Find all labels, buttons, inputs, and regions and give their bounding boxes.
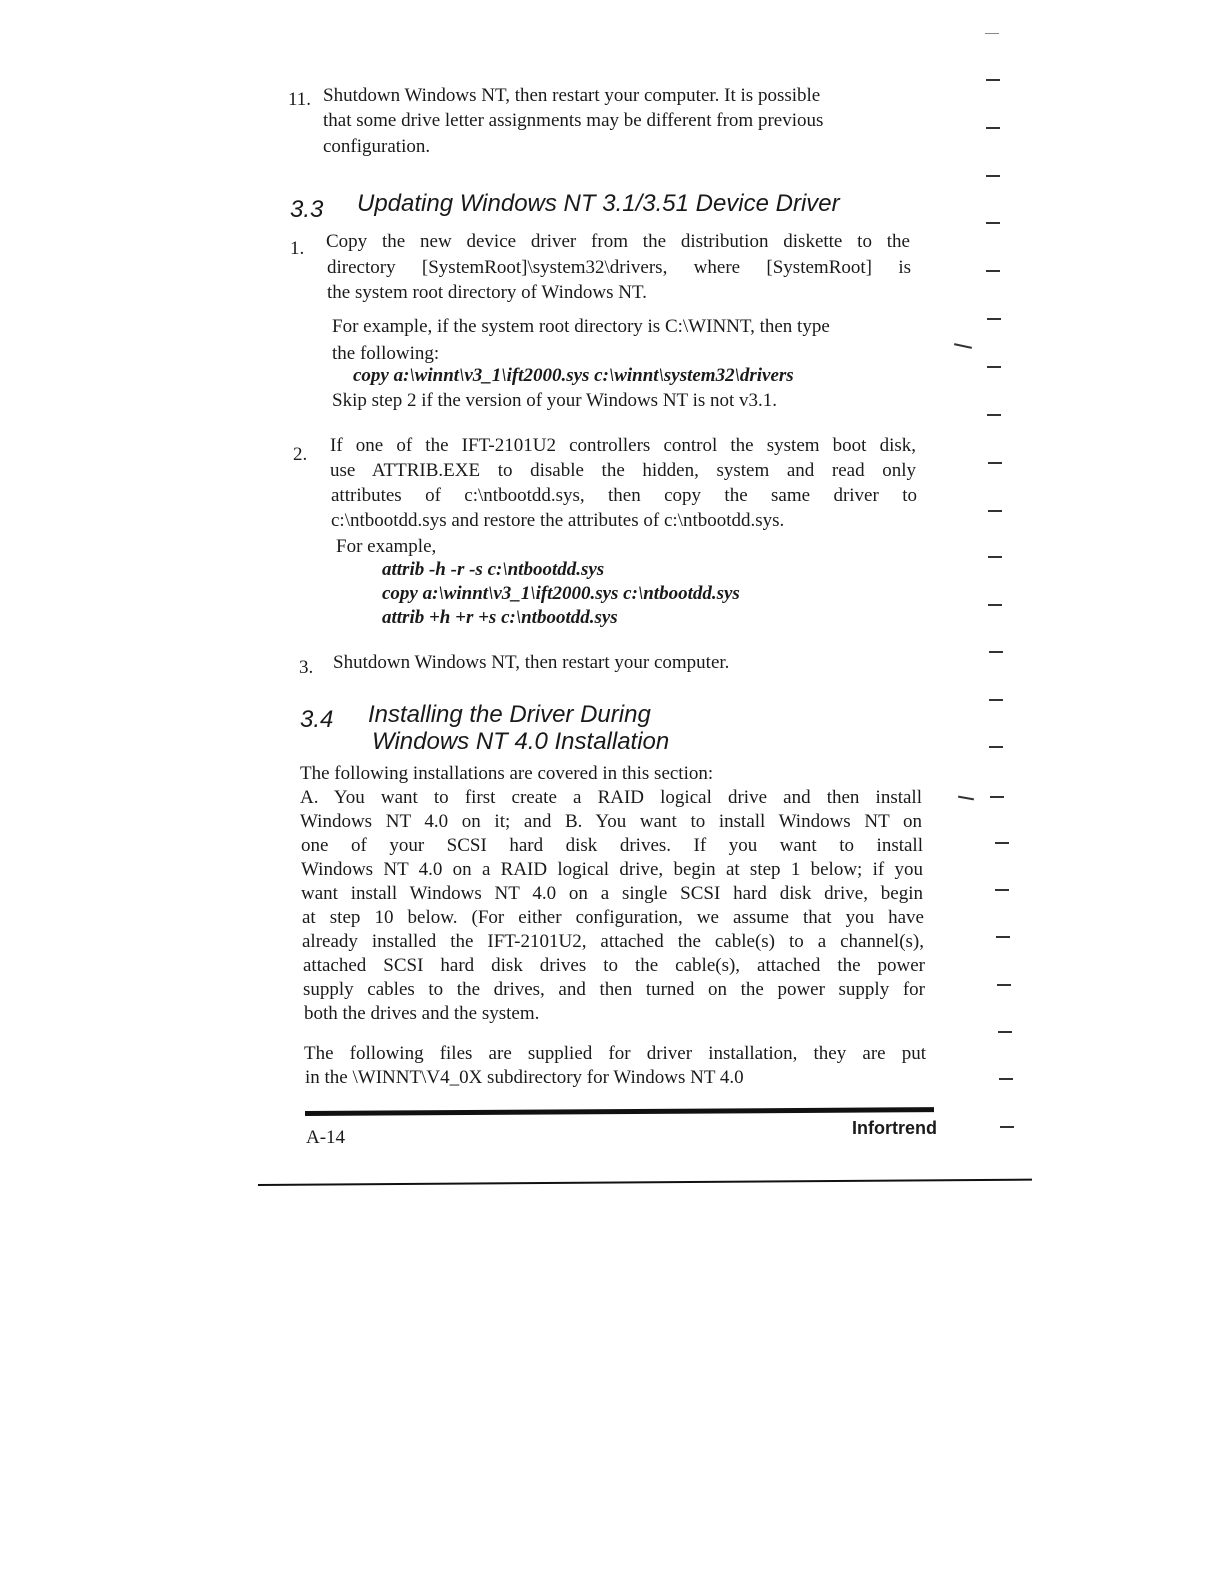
margin-tick <box>1000 1126 1014 1128</box>
margin-tick <box>986 270 1000 272</box>
step-1-number: 1. <box>290 238 305 259</box>
margin-tick <box>988 556 1002 558</box>
margin-tick <box>997 984 1011 986</box>
step-2-line-1: If one of the IFT-2101U2 controllers control the system boot disk, <box>330 435 916 456</box>
step-2-number: 2. <box>293 444 308 465</box>
step-1-example-line-1: For example, if the system root directory is C:\WINNT, then type <box>332 316 830 337</box>
section-3-4-files-line-2: in the \WINNT\V4_0X subdirectory for Windows NT 4.0 <box>305 1067 744 1088</box>
section-3-4-para-line-5: want install Windows NT 4.0 on a single SCSI hard disk drive, begin <box>301 883 923 904</box>
section-3-4-intro: The following installations are covered in this section: <box>300 763 714 784</box>
section-3-3-title: Updating Windows NT 3.1/3.51 Device Driver <box>357 190 840 217</box>
step-2-command-1: attrib -h -r -s c:\ntbootdd.sys <box>382 559 605 580</box>
margin-tick <box>986 175 1000 177</box>
section-3-4-para-line-8: attached SCSI hard disk drives to the cable(s), attached the power <box>303 955 925 976</box>
step-2-line-4: c:\ntbootdd.sys and restore the attributes of c:\ntbootdd.sys. <box>331 510 785 531</box>
step-1-command: copy a:\winnt\v3_1\ift2000.sys c:\winnt\system32\drivers <box>353 365 794 386</box>
step-1-line-2: directory [SystemRoot]\system32\drivers, where [SystemRoot] is <box>327 257 911 278</box>
margin-tick <box>986 127 1000 129</box>
step-2-command-2: copy a:\winnt\v3_1\ift2000.sys c:\ntbootdd.sys <box>382 583 740 604</box>
section-3-4-para-line-4: Windows NT 4.0 on a RAID logical drive, begin at step 1 below; if you <box>301 859 923 880</box>
step-2-example-label: For example, <box>336 536 437 557</box>
section-3-3-number: 3.3 <box>290 196 324 223</box>
step-11-line-1: Shutdown Windows NT, then restart your computer. It is possible <box>323 85 821 106</box>
step-11-number: 11. <box>288 89 312 110</box>
margin-tick <box>996 936 1010 938</box>
margin-tick <box>987 318 1001 320</box>
margin-tick <box>958 796 974 801</box>
step-1-line-3: the system root directory of Windows NT. <box>327 282 647 303</box>
margin-tick <box>987 366 1001 368</box>
margin-tick <box>995 889 1009 891</box>
step-2-line-2: use ATTRIB.EXE to disable the hidden, system and read only <box>330 460 916 481</box>
section-3-4-para-line-3: one of your SCSI hard disk drives. If you want to install <box>301 835 923 856</box>
step-3-text: Shutdown Windows NT, then restart your computer. <box>333 652 730 673</box>
section-3-4-para-line-10: both the drives and the system. <box>304 1003 540 1024</box>
step-3-number: 3. <box>299 657 314 678</box>
section-3-4-para-line-7: already installed the IFT-2101U2, attached the cable(s) to a channel(s), <box>302 931 924 952</box>
margin-tick <box>989 746 1003 748</box>
step-1-example-line-2: the following: <box>332 343 440 364</box>
margin-tick <box>988 604 1002 606</box>
step-2-command-3: attrib +h +r +s c:\ntbootdd.sys <box>382 607 618 628</box>
scan-edge-line <box>258 1179 1032 1186</box>
margin-tick <box>986 79 1000 81</box>
margin-tick <box>954 343 972 349</box>
brand-name: Infortrend <box>852 1118 937 1138</box>
page-number: A-14 <box>306 1127 346 1148</box>
margin-tick <box>987 414 1001 416</box>
margin-tick <box>989 651 1003 653</box>
margin-tick <box>999 1078 1013 1080</box>
step-11-line-3: configuration. <box>323 136 431 157</box>
section-3-4-para-line-2: Windows NT 4.0 on it; and B. You want to install Windows NT on <box>300 811 922 832</box>
step-1-skip-note: Skip step 2 if the version of your Windows NT is not v3.1. <box>332 390 778 411</box>
footer-rule <box>305 1107 934 1116</box>
section-3-4-para-line-6: at step 10 below. (For either configuration, we assume that you have <box>302 907 924 928</box>
section-3-4-files-line-1: The following files are supplied for driver installation, they are put <box>304 1043 926 1064</box>
margin-tick <box>989 699 1003 701</box>
margin-tick <box>995 842 1009 844</box>
margin-tick <box>988 462 1002 464</box>
section-3-4-para-line-9: supply cables to the drives, and then turned on the power supply for <box>303 979 925 1000</box>
step-11-line-2: that some drive letter assignments may be different from previous <box>323 110 824 131</box>
margin-tick <box>990 796 1004 798</box>
section-3-4-title-line-1: Installing the Driver During <box>368 701 651 728</box>
section-3-4-title-line-2: Windows NT 4.0 Installation <box>372 728 670 755</box>
section-3-4-para-line-1: A. You want to first create a RAID logical drive and then install <box>300 787 922 808</box>
margin-tick <box>998 1031 1012 1033</box>
margin-tick <box>985 33 999 34</box>
step-1-line-1: Copy the new device driver from the distribution diskette to the <box>326 231 910 252</box>
margin-tick <box>988 510 1002 512</box>
step-2-line-3: attributes of c:\ntbootdd.sys, then copy the same driver to <box>331 485 917 506</box>
margin-tick <box>986 222 1000 224</box>
section-3-4-number: 3.4 <box>300 706 334 733</box>
